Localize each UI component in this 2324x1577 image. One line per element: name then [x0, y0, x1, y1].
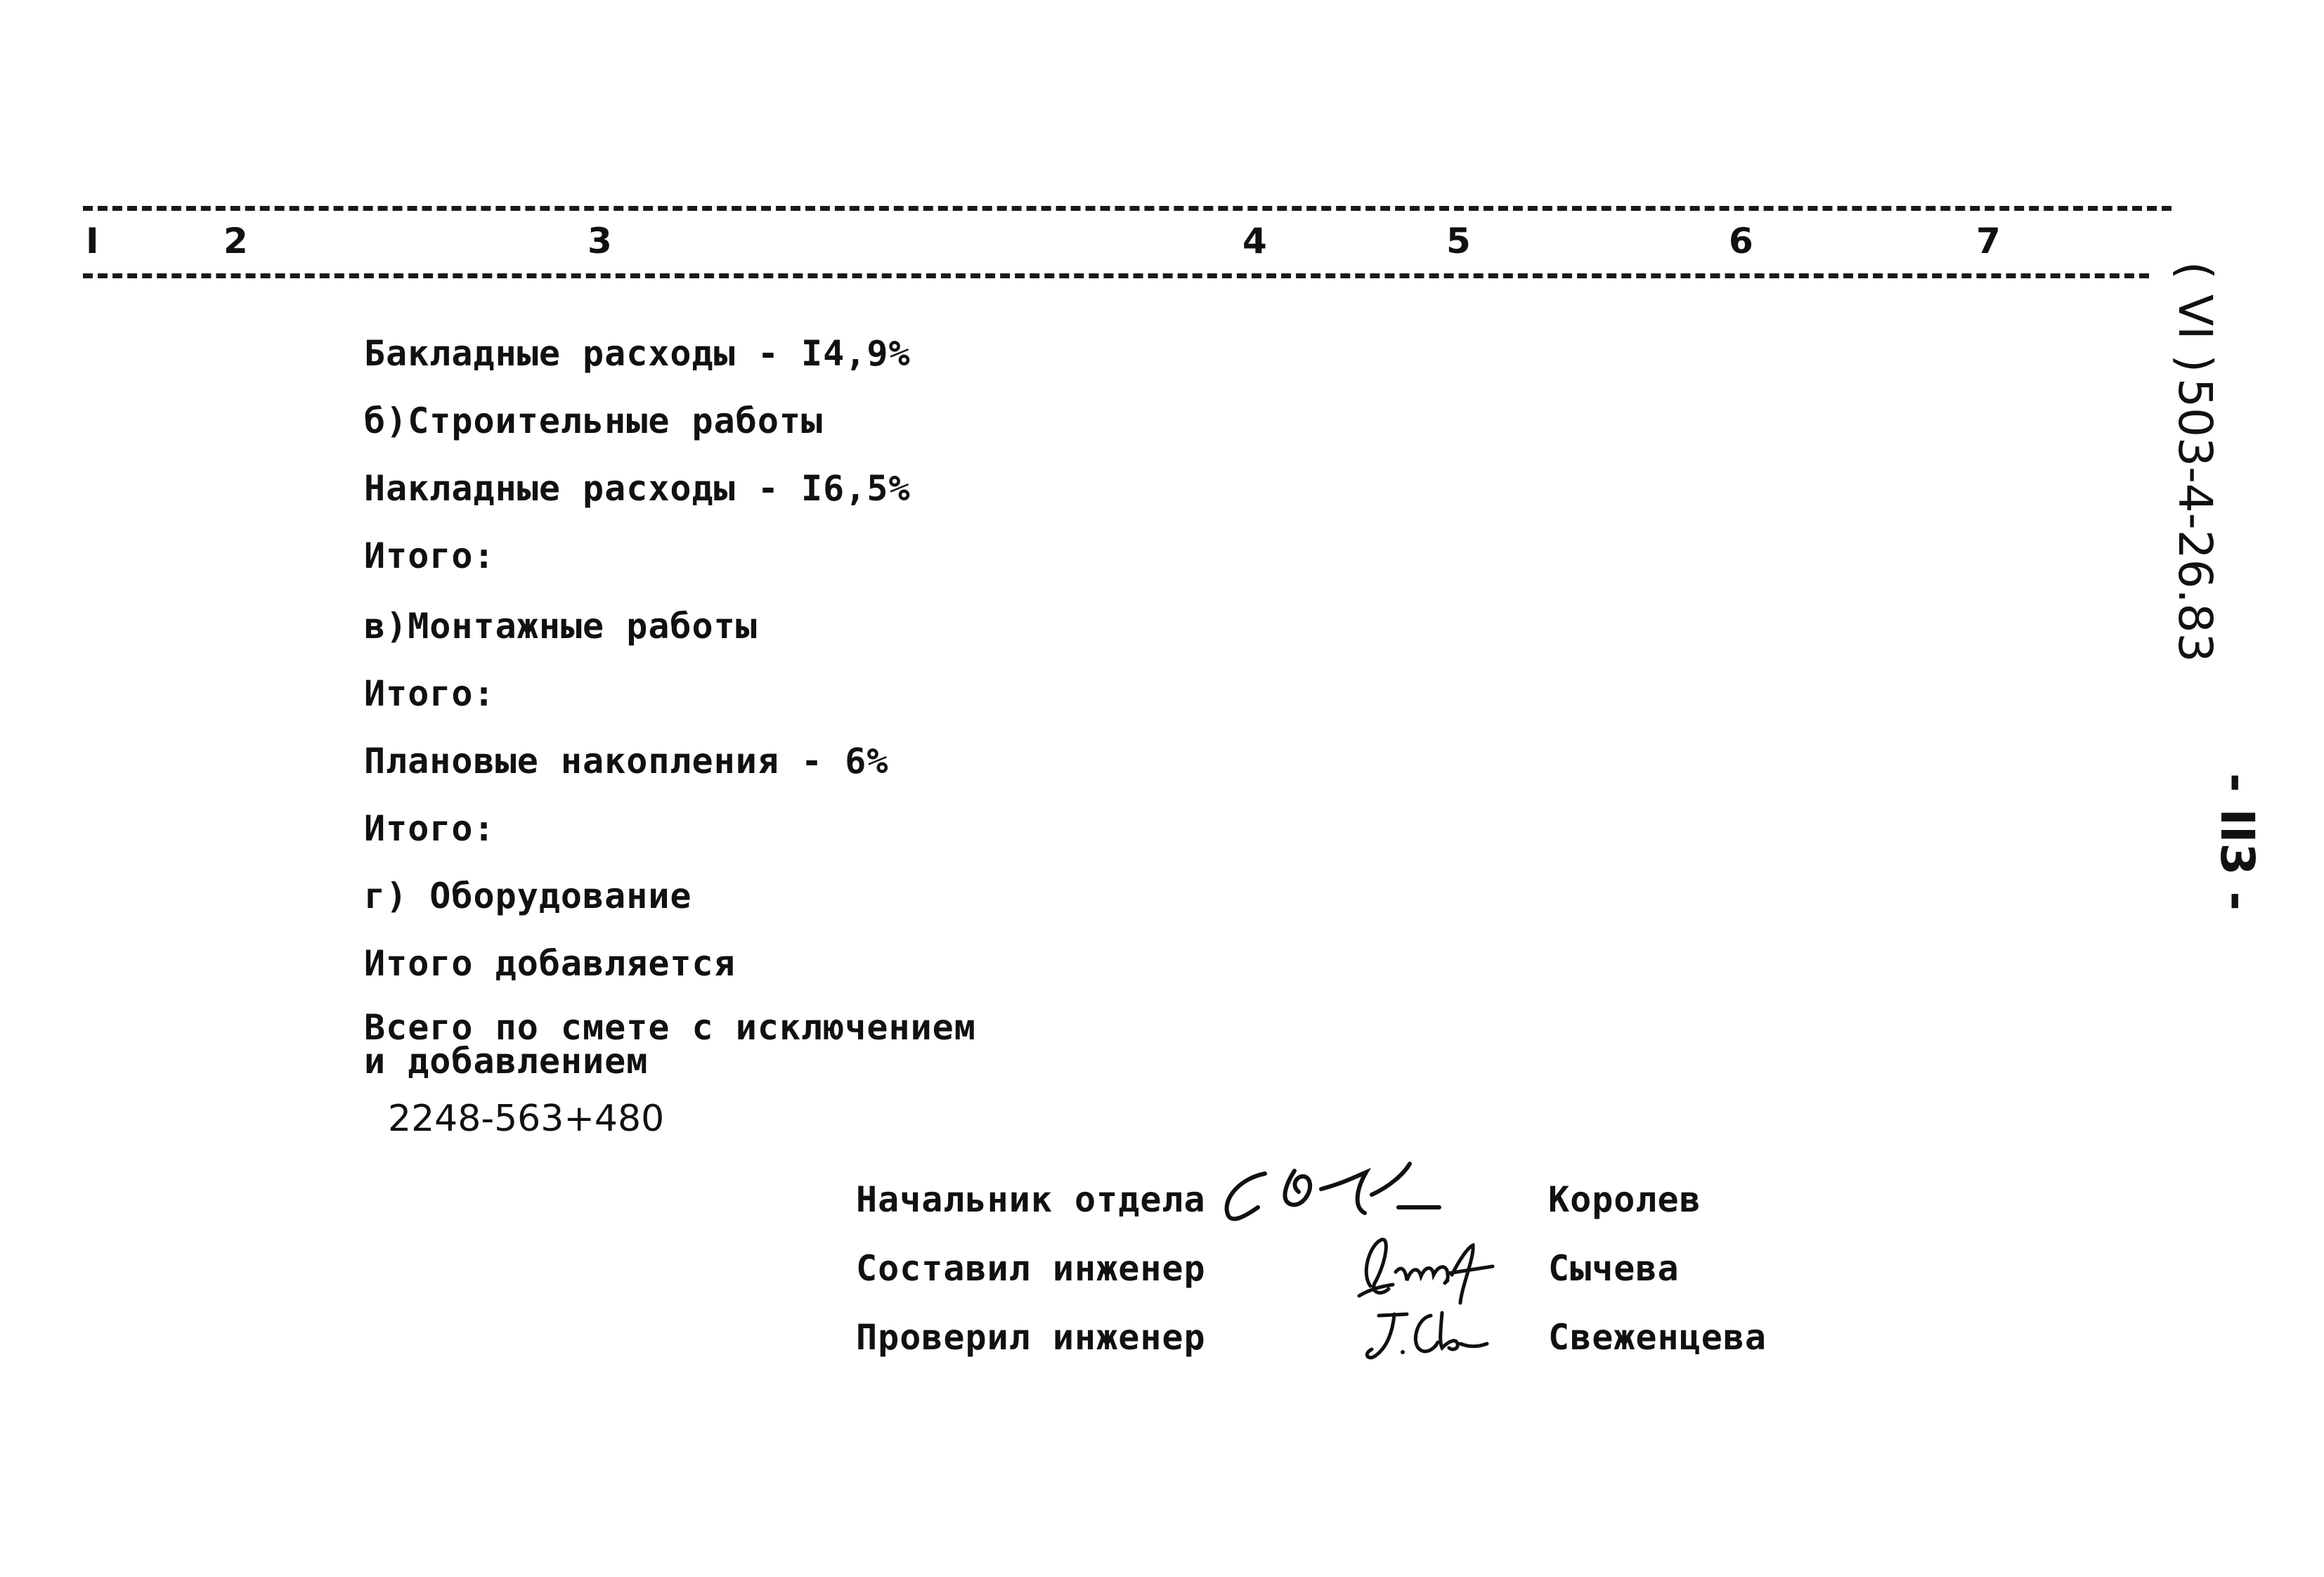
row-label: Итого: [364, 673, 495, 714]
signature-role: Составил инженер [856, 1248, 1206, 1289]
page-number: - II3 - [2210, 773, 2264, 911]
document-code-vertical [2168, 261, 2222, 663]
row-label: Итого: [364, 536, 495, 576]
signature-head-of-department [1216, 1158, 1483, 1235]
column-number-3: 3 [588, 221, 612, 261]
total-label-line-2: и добавлением [364, 1041, 649, 1082]
signature-role: Проверил инженер [856, 1317, 1206, 1358]
signature-name: Сычева [1548, 1248, 1680, 1289]
column-number-2: 2 [223, 221, 248, 261]
total-formula: 2248-563+480 [388, 1098, 665, 1140]
row-label: Итого добавляется [364, 943, 736, 984]
total-label-line-1: Всего по смете с исключением [364, 1007, 976, 1048]
header-rule-top [83, 206, 2172, 211]
column-number-6: 6 [1729, 221, 1753, 261]
header-rule-bottom [83, 273, 2149, 278]
signature-role: Начальник отдела [856, 1179, 1206, 1220]
column-number-5: 5 [1446, 221, 1471, 261]
row-label: г) Оборудование [364, 876, 692, 916]
row-label: в)Монтажные работы [364, 606, 758, 647]
column-number-1: I [86, 221, 99, 261]
column-number-4: 4 [1242, 221, 1267, 261]
column-number-7: 7 [1976, 221, 2001, 261]
document-code: 503-4-26.83 [2168, 378, 2222, 663]
row-label: Бакладные расходы - I4,9% [364, 333, 911, 374]
series-label: ( VI ) [2168, 261, 2222, 373]
signature-name: Королев [1548, 1179, 1701, 1220]
total-label [364, 1007, 976, 1082]
signature-checker [1358, 1299, 1498, 1369]
row-label: Накладные расходы - I6,5% [364, 468, 911, 509]
row-label: Плановые накопления - 6% [364, 741, 889, 781]
row-label: б)Строительные работы [364, 401, 824, 441]
row-label: Итого: [364, 808, 495, 849]
signature-name: Свеженцева [1548, 1317, 1767, 1358]
